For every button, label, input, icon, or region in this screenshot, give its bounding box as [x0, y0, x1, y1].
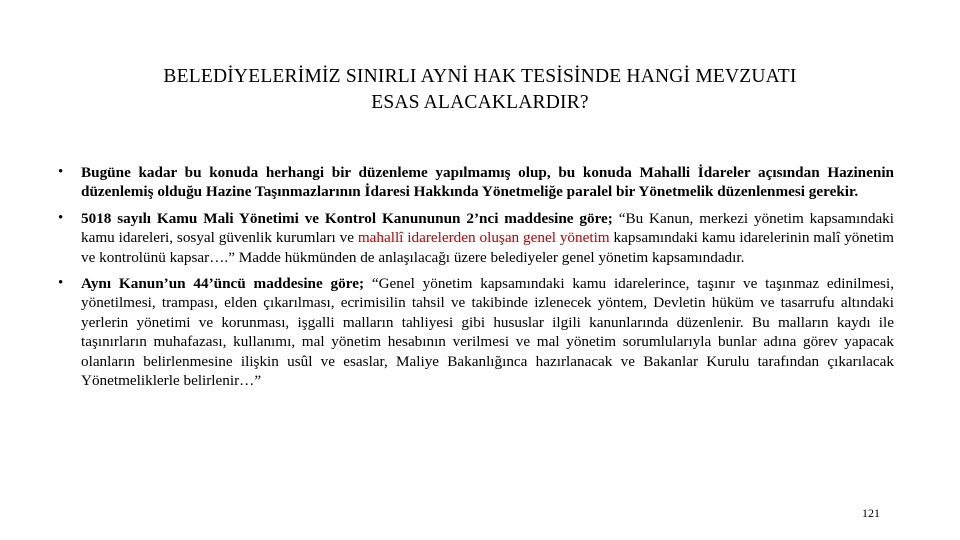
bullet-2-bold-text: 5018 sayılı Kamu Mali Yönetimi ve Kontrol Kanununun 2’nci maddesine göre;	[81, 209, 613, 227]
bullet-3-bold-text: Aynı Kanun’un 44’üncü maddesine göre;	[81, 275, 365, 293]
bullet-2-highlighted-text: mahallî idarelerden oluşan genel yönetim	[357, 229, 610, 247]
bullet-1-bold-text: Bugüne kadar bu konuda herhangi bir düzenleme yapılmamış olup, bu konuda Mahalli İdareler açısından Hazinenin düzenlemiş olduğu Hazine Taşınmazlarının İdaresi Hakkında Yönetmeliğe paralel bir Yönetmelik düzenlenmesi gerekir.	[81, 164, 894, 201]
bullet-3-text: “Genel yönetim kapsamındaki kamu idarelerince, taşınır ve taşınmaz edinilmesi, yönetilmesi, trampası, elden çıkarılması, ecrimisilin tahsil ve takibinde izlenecek yöntem, Devletin hüküm ve tasarrufu altındaki yerlerin yönetimi ve korunması, işgalli malların tahliyesi gibi hususlar ilgili kanunlarında düzenlenir. Bu malların kaydı ile taşınırların muhafazası, kullanımı, mal yönetim hesabının verilmesi ve mal yönetim sorumlularıyla bunlar adına görev yapacak olanların belirlenmesine ilişkin usûl ve esaslar, Maliye Bakanlığınca hazırlanacak ve Bakanlar Kurulu tarafından çıkarılacak Yönetmeliklerle belirlenir…”	[81, 275, 894, 390]
page-number: 121	[862, 506, 880, 520]
bullet-2-text-before: “Bu Kanun, merkezi yönetim kapsamındaki kamu idareleri, sosyal güvenlik kurumları ve	[81, 209, 894, 247]
slide-title	[40, 64, 920, 116]
slide-title-line-2: ESAS ALACAKLARDIR?	[371, 92, 589, 113]
slide-title-line-1: BELEDİYELERİMİZ SINIRLI AYNİ HAK TESİSİNDE HANGİ MEVZUATI	[163, 66, 797, 87]
bullet-item-1	[58, 163, 894, 202]
bullet-glyph: •	[58, 209, 64, 226]
bullet-item-2	[58, 209, 894, 267]
bullet-glyph: •	[58, 164, 64, 180]
bullet-item-3	[58, 274, 894, 390]
bullet-glyph: •	[58, 275, 64, 292]
bullet-2-text-after: kapsamındaki kamu idarelerinin malî yönetim ve kontrolünü kapsar….” Madde hükmünden de anlaşılacağı üzere belediyeler genel yönetim kapsamındadır.	[81, 229, 894, 266]
slide-body	[58, 163, 894, 397]
